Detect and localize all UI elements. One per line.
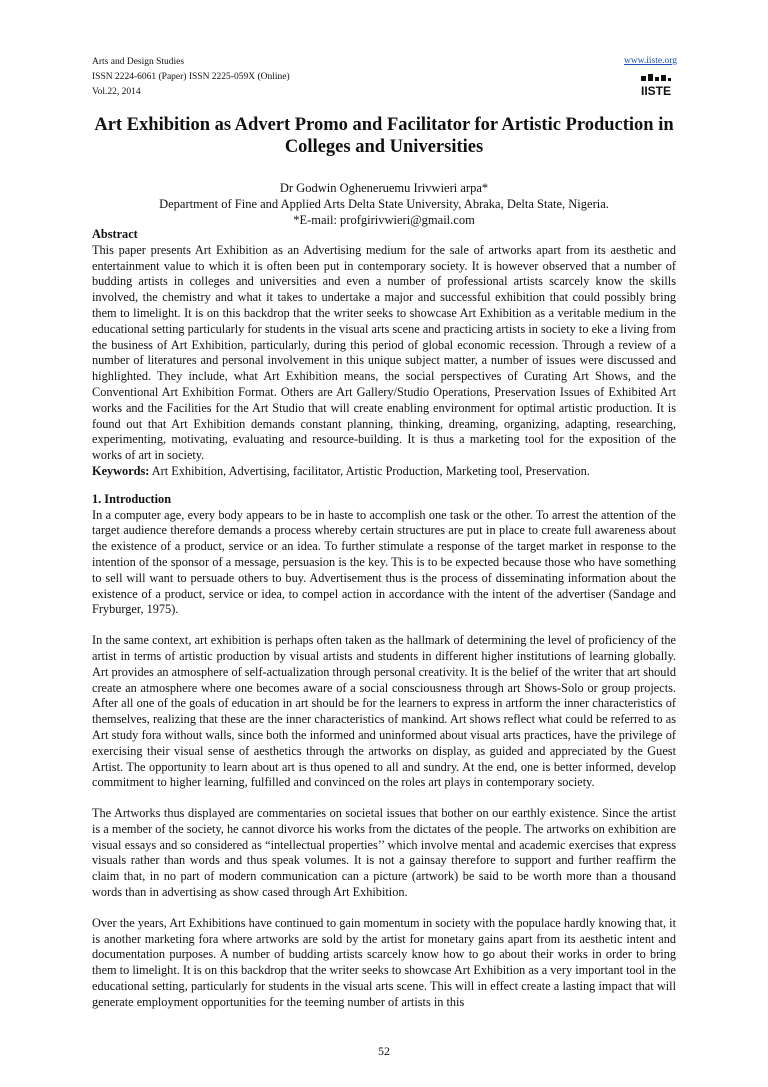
journal-name: Arts and Design Studies (92, 57, 185, 67)
logo-text: IISTE (641, 84, 672, 96)
keywords-line (92, 464, 676, 480)
volume-line: Vol.22, 2014 (92, 87, 141, 97)
keywords-text: Art Exhibition, Advertising, facilitator, Artistic Production, Marketing tool, Preservation. (151, 463, 590, 478)
abstract-text: This paper presents Art Exhibition as an Advertising medium for the sale of artworks apart from its aesthetic and entertainment value to which it is often been put in contemporary society. It is however observed that a number of budding artists in colleges and universities and even a number of professional artists scarcely know the skills involved, the chemistry and what it takes to undertake a major and successful exhibition that could possibly bring them to limelight. It is on this backdrop that the writer seeks to showcase Art Exhibition as a veritable medium in the educational setting particularly for students in the visual arts scene and practicing artists in society to eke a living from the business of Art Exhibition, particularly, during this period of global economic recession. Through a review of a number of literatures and personal involvement in this unique subject matter, a number of issues were discussed and highlighted. They include, what Art Exhibition means, the social perspectives of Curating Art Shows, and the Conventional Art Exhibition Format. Others are Art Gallery/Studio Operations, Preservation Issues of Exhibited Art works and the Facilities for the Art Studio that will create enabling environment for optimal artistic production. It is found out that Art Exhibition demands constant planning, thinking, dreaming, organizing, adapting, researching, experimenting, motivating, evaluating and resource-building. It is thus a marketing tool for the exposition of the works of art in society. (92, 242, 676, 463)
author-affiliation: Department of Fine and Applied Arts Delta State University, Abraka, Delta State, Nigeria. (159, 197, 609, 211)
paragraph: In the same context, art exhibition is perhaps often taken as the hallmark of determining the level of proficiency of the artist in terms of artistic production by visual artists and students in different higher institutions of learning globally. Art provides an atmosphere of self-actualization through personal creativity. It is the belief of the writer that art should create an atmosphere where one becomes aware of a social consciousness through art Shows-Solo or group projects. After all one of the goals of education in art should be for the learners to express in artform the inner characteristics of themselves, realizing that these are the inner characteristics of mankind. Art shows reflect what could be referred to as Art study fora without walls, since both the informed and uninformed about visual arts practices, have the privilege of exercising their visual sense of aesthetics through the artworks on display, as guided and appreciated by the Guest Artist. The opportunity to learn about art is thus opened to all and sundry. At the end, one is better informed, develop commitment to higher learning, fulfilled and convinced on the roles art plays in contemporary society. (92, 633, 676, 790)
keywords-label: Keywords: (92, 463, 150, 478)
paragraph: In a computer age, every body appears to be in haste to accomplish one task or the other. To arrest the attention of the target audience therefore demands a process whereby certain structures are put in place to create full awareness about the existence of a product, service or an idea. To further stimulate a response of the target market in response to the intention of the sponsor of a message, persuasion is the key. This is to be expected because those who have something to sell will want to persuade others to buy. Advertisement thus is the process of disseminating information about the existence of a product, service or idea, to compel action in accordance with the intent of the advertiser (Sandage and Fryburger, 1975). (92, 507, 676, 617)
issn-line: ISSN 2224-6061 (Paper) ISSN 2225-059X (Online) (92, 72, 290, 82)
paragraph: Over the years, Art Exhibitions have continued to gain momentum in society with the populace hardly knowing that, it is another marketing fora where artworks are sold by the artist for monetary gains apart from its aesthetic intent and documentation purposes. A number of budding artists scarcely know how to go about their works in order to bring them to limelight. It is on this backdrop that the writer seeks to showcase Art Exhibition as a very important tool in the educational setting, particularly for students in the visual arts scene. This will in effect create a lasting impact that will generate employment opportunities for the teeming number of artists in this (92, 915, 676, 1009)
paragraph: The Artworks thus displayed are commentaries on societal issues that bother on our earthly existence. Since the artist is a member of the society, he cannot divorce his works from the dictates of the people. The artworks on exhibition are visual essays and so considered as “intellectual properties’’ which involve mental and academic exercises that express visuals rather than words and thus speak volumes. It is not a gainsay therefore to support and further reaffirm the claim that, in no part of modern communication can a picture (artwork) be said to be worth more than a thousand words than in advertising as show cased through Art Exhibition. (92, 806, 676, 900)
page-number: 52 (378, 1044, 390, 1058)
paper-title: Art Exhibition as Advert Promo and Facilitator for Artistic Production in Colleges and Universities (94, 115, 674, 157)
author-email: *E-mail: profgirivwieri@gmail.com (293, 213, 475, 227)
author-name: Dr Godwin Ogheneruemu Irivwieri arpa* (279, 181, 489, 195)
paper-body (92, 227, 676, 1026)
abstract-heading: Abstract (92, 227, 138, 241)
journal-website-link[interactable]: www.iiste.org (623, 56, 677, 66)
section-heading-introduction: 1. Introduction (92, 491, 172, 506)
iiste-logo-icon (641, 74, 677, 96)
